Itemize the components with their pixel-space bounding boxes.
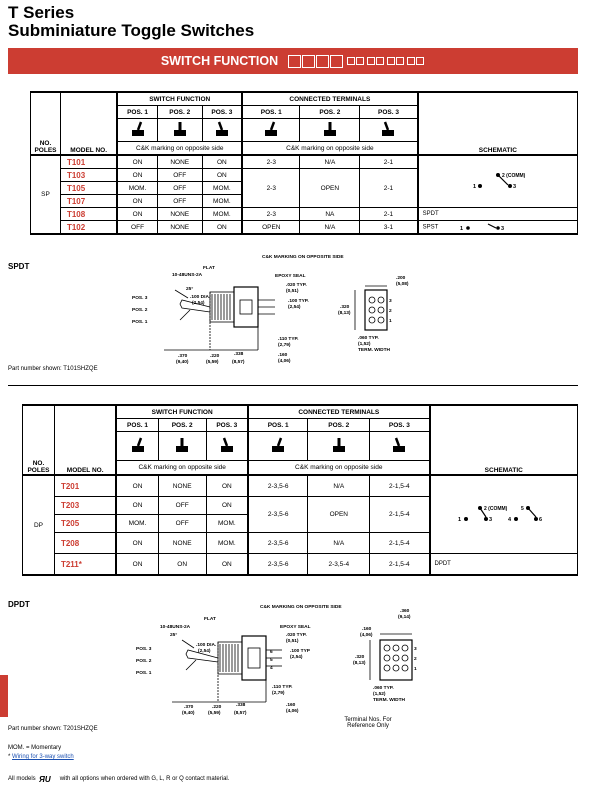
dim-100: .100 TYP.: [288, 299, 309, 304]
dim-thread: 10-48UNS-2A: [172, 273, 203, 278]
cell: ON: [158, 554, 206, 576]
switch-function-header: SWITCH FUNCTION: [117, 92, 242, 106]
cell: OFF: [157, 182, 202, 195]
svg-text:5: 5: [270, 658, 273, 663]
dim-110-mm: (2,79): [278, 343, 291, 348]
all-models-text: All models: [8, 776, 36, 782]
marking-note: C&K marking on opposite side: [116, 461, 248, 476]
model-t101: T101: [60, 155, 117, 169]
pos1-header: POS. 1: [116, 419, 158, 432]
dim-110: .110 TYP.: [272, 685, 293, 690]
dim-pos2: POS. 2: [132, 308, 148, 313]
cell: ON: [116, 554, 158, 576]
connected-terminals-header: CONNECTED TERMINALS: [242, 92, 418, 106]
banner-label: SWITCH FUNCTION: [160, 54, 279, 68]
page-subtitle: Subminiature Toggle Switches: [8, 21, 255, 40]
toggle-center-icon: [157, 119, 202, 142]
dim-220-mm: (5,59): [208, 711, 221, 716]
dim-pos2: POS. 2: [136, 659, 152, 664]
cell: N/A: [300, 155, 360, 169]
model-t107: T107: [60, 195, 117, 208]
svg-text:3: 3: [389, 299, 392, 304]
dim-term: TERM. WIDTH: [373, 698, 405, 703]
cell: ON: [202, 169, 242, 182]
term-toggle-center-icon: [300, 119, 360, 142]
spst-cell: [418, 221, 578, 235]
cell: MOM.: [206, 533, 248, 554]
switch-function-header: SWITCH FUNCTION: [116, 405, 248, 419]
cell: ON: [116, 475, 158, 497]
pos2-header: POS. 2: [157, 106, 202, 119]
cell: MOM.: [206, 515, 248, 533]
dp-schematic: [430, 475, 578, 554]
cell: MOM.: [202, 182, 242, 195]
dim-term: TERM. WIDTH: [358, 348, 390, 353]
dim-dia: .100 DIA.: [190, 295, 211, 300]
dim-dia-mm: (2,54): [198, 649, 211, 654]
dim-pos3: POS. 3: [136, 647, 152, 652]
toggle-right-icon: [202, 119, 242, 142]
dim-110: .110 TYP.: [278, 337, 299, 342]
cell: OPEN: [242, 221, 300, 235]
schem-comm: 2 (COMM): [483, 505, 508, 512]
term-pos2-header: POS. 2: [308, 419, 370, 432]
cell: 2-3,5-6: [248, 497, 308, 533]
model-no-header: MODEL NO.: [60, 92, 117, 155]
term-pos1-header: POS. 1: [242, 106, 300, 119]
schem-3: 3: [488, 516, 492, 523]
dim-200: .200: [396, 276, 406, 281]
cell: 2-1,5-4: [370, 533, 430, 554]
cell: OFF: [157, 169, 202, 182]
term-pos3-header: POS. 3: [370, 419, 430, 432]
poles-sp: SP: [31, 155, 61, 234]
mom-definition: MOM. = Momentary: [8, 745, 62, 751]
cell: 2-3,5-4: [308, 554, 370, 576]
spst-schematic: [460, 222, 520, 232]
term-toggle-left-icon: [248, 432, 308, 461]
cell: NONE: [158, 475, 206, 497]
spdt-part-shown: Part number shown: T101SHZQE: [8, 366, 98, 372]
no-poles-header: NO. POLES: [23, 405, 55, 475]
svg-text:4: 4: [270, 666, 273, 671]
dim-thread: 10-48UNS-2A: [160, 625, 191, 630]
cell: 2-3,5-6: [248, 533, 308, 554]
cell: OFF: [117, 221, 157, 235]
svg-text:3: 3: [414, 647, 417, 652]
dpdt-title: DPDT: [8, 600, 30, 609]
dim-320: .320: [340, 305, 350, 310]
dim-060: .060 TYP.: [373, 686, 394, 691]
sp-schematic: [418, 155, 578, 208]
model-no-header: MODEL NO.: [54, 405, 116, 475]
ul-recognized-icon: [39, 774, 57, 784]
term-pos1-header: POS. 1: [248, 419, 308, 432]
svg-text:1: 1: [459, 226, 463, 232]
term-toggle-right-icon: [370, 432, 430, 461]
term-toggle-left-icon: [242, 119, 300, 142]
cell: 2-1,5-4: [370, 554, 430, 576]
term-toggle-center-icon: [308, 432, 370, 461]
ul-note: [8, 774, 229, 784]
dim-320: .320: [355, 655, 365, 660]
model-t208: T208: [54, 533, 116, 554]
dim-160b: .160: [362, 627, 372, 632]
toggle-right-icon: [206, 432, 248, 461]
dim-110-mm: (2,79): [272, 691, 285, 696]
cell: ON: [206, 497, 248, 515]
dim-flat: FLAT: [204, 617, 216, 622]
marking-note-terminals: C&K marking on opposite side: [242, 142, 418, 156]
dim-060-mm: (1,52): [358, 342, 371, 347]
cell: 2-3,5-6: [248, 554, 308, 576]
dim-160-mm: (4,06): [278, 359, 291, 364]
dim-160: .160: [278, 353, 288, 358]
spst-label: SPST: [422, 224, 439, 231]
cell: 2-3: [242, 208, 300, 221]
wiring-note: [8, 754, 74, 760]
cell: ON: [117, 195, 157, 208]
cell: 3-1: [360, 221, 418, 235]
no-poles-header: NO. POLES: [31, 92, 61, 155]
cell: ON: [117, 208, 157, 221]
dim-370: .370: [178, 354, 188, 359]
dim-pos1: POS. 1: [136, 671, 152, 676]
svg-text:2: 2: [389, 309, 392, 314]
cell: NONE: [157, 221, 202, 235]
cell: 2-1: [360, 208, 418, 221]
dim-338: .338: [236, 703, 246, 708]
model-t205: T205: [54, 515, 116, 533]
spdt-label: SPDT: [418, 208, 578, 221]
dim-160-mm: (4,06): [286, 709, 299, 714]
cell: 2-3: [242, 155, 300, 169]
cell: ON: [116, 497, 158, 515]
series-title: T Series: [8, 3, 75, 22]
part-number-boxes: [288, 55, 425, 68]
spdt-dimension-drawing: [100, 250, 440, 370]
cell: MOM.: [202, 208, 242, 221]
dim-pos1: POS. 1: [132, 320, 148, 325]
cell: OPEN: [300, 169, 360, 208]
model-t108: T108: [60, 208, 117, 221]
svg-text:3: 3: [500, 226, 504, 232]
model-t102: T102: [60, 221, 117, 235]
poles-dp: DP: [23, 475, 55, 575]
cell: ON: [206, 475, 248, 497]
dim-320-mm: (8,13): [353, 661, 366, 666]
schem-comm: 2 (COMM): [501, 172, 526, 179]
dim-100: .100 TYP: [290, 649, 310, 654]
cell: NONE: [157, 155, 202, 169]
dp-spec-table: [22, 404, 578, 576]
svg-text:1: 1: [414, 667, 417, 672]
term-toggle-right-icon: [360, 119, 418, 142]
pos1-header: POS. 1: [117, 106, 157, 119]
dim-dia: .100 DIA.: [196, 643, 217, 648]
cell: ON: [116, 533, 158, 554]
model-t105: T105: [60, 182, 117, 195]
dim-200-mm: (5,08): [396, 282, 409, 287]
dim-338-mm: (8,57): [234, 711, 247, 716]
dim-160: .160: [286, 703, 296, 708]
dim-marking: C&K MARKING ON OPPOSITE SIDE: [260, 605, 342, 610]
cell: MOM.: [117, 182, 157, 195]
dim-370: .370: [184, 705, 194, 710]
marking-note: C&K marking on opposite side: [117, 142, 242, 156]
dim-060: .060 TYP.: [358, 336, 379, 341]
sp-spec-table: [30, 91, 578, 235]
model-t103: T103: [60, 169, 117, 182]
pos2-header: POS. 2: [158, 419, 206, 432]
cell: MOM.: [202, 195, 242, 208]
cell: NONE: [157, 208, 202, 221]
schematic-header: SCHEMATIC: [430, 405, 578, 475]
dim-020: .020 TYP.: [286, 283, 307, 288]
page-edge-tab: [0, 675, 8, 717]
cell: 2-3: [242, 169, 300, 208]
schem-5: 5: [520, 505, 524, 512]
switch-function-banner: [8, 48, 578, 74]
cell: ON: [202, 155, 242, 169]
dpdt-label: DPDT: [430, 554, 578, 576]
model-t201: T201: [54, 475, 116, 497]
dim-220: .220: [212, 705, 222, 710]
cell: OFF: [158, 515, 206, 533]
cell: N/A: [308, 533, 370, 554]
cell: ON: [206, 554, 248, 576]
dim-flat: FLAT: [203, 266, 215, 271]
dim-020: .020 TYP.: [286, 633, 307, 638]
dim-dia-mm: (2,54): [192, 301, 205, 306]
connected-terminals-header: CONNECTED TERMINALS: [248, 405, 429, 419]
dim-marking: C&K MARKING ON OPPOSITE SIDE: [262, 255, 344, 260]
model-t211: T211*: [54, 554, 116, 576]
term-pos2-header: POS. 2: [300, 106, 360, 119]
dim-angle: 25°: [170, 633, 178, 638]
dim-100-mm: (2,54): [288, 305, 301, 310]
cell: 2-1: [360, 169, 418, 208]
cell: ON: [202, 221, 242, 235]
section-divider: [8, 385, 578, 386]
schematic-header: SCHEMATIC: [418, 92, 578, 155]
dim-020-mm: (0,51): [286, 289, 299, 294]
cell: NA: [300, 208, 360, 221]
cell: NONE: [158, 533, 206, 554]
pos3-header: POS. 3: [206, 419, 248, 432]
cell: OFF: [158, 497, 206, 515]
schem-6: 6: [538, 516, 542, 523]
dim-220-mm: (5,59): [206, 360, 219, 365]
dim-360: .360: [400, 609, 410, 614]
svg-text:1: 1: [389, 319, 392, 324]
toggle-center-icon: [158, 432, 206, 461]
dpdt-dimension-drawing: [100, 598, 440, 720]
schem-1: 1: [457, 516, 461, 523]
cell: N/A: [308, 475, 370, 497]
dim-060-mm: (1,52): [373, 692, 386, 697]
cell: N/A: [300, 221, 360, 235]
cell: ON: [117, 155, 157, 169]
pos3-header: POS. 3: [202, 106, 242, 119]
dim-020-mm: (0,51): [286, 639, 299, 644]
dim-338-mm: (8,57): [232, 360, 245, 365]
wiring-link[interactable]: Wiring for 3-way switch: [12, 754, 74, 760]
svg-text:2: 2: [414, 657, 417, 662]
dim-100-mm: (2,54): [290, 655, 303, 660]
dim-320-mm: (8,13): [338, 311, 351, 316]
svg-text:ЯU: ЯU: [38, 775, 51, 784]
dim-338: .338: [234, 352, 244, 357]
term-pos3-header: POS. 3: [360, 106, 418, 119]
cell: ON: [117, 169, 157, 182]
model-t203: T203: [54, 497, 116, 515]
dpdt-part-shown: Part number shown: T201SHZQE: [8, 726, 98, 732]
dim-pos3: POS. 3: [132, 296, 148, 301]
terminal-note: Terminal Nos. For Reference Only: [344, 717, 392, 729]
dim-370-mm: (9,40): [182, 711, 195, 716]
dim-370-mm: (9,40): [176, 360, 189, 365]
schem-3: 3: [512, 183, 516, 190]
ul-note-text: with all options when ordered with G, L, R or Q contact material.: [59, 776, 230, 782]
dim-epoxy: EPOXY SEAL: [280, 625, 311, 630]
svg-text:6: 6: [270, 650, 273, 655]
dim-360-mm: (9,14): [398, 615, 411, 620]
dim-220: .220: [210, 354, 220, 359]
dim-angle: 25°: [186, 287, 194, 292]
toggle-left-icon: [117, 119, 157, 142]
dim-160b-mm: (4,06): [360, 633, 373, 638]
spdt-title: SPDT: [8, 262, 30, 271]
cell: 2-1,5-4: [370, 497, 430, 533]
cell: 2-3,5-6: [248, 475, 308, 497]
toggle-left-icon: [116, 432, 158, 461]
cell: MOM.: [116, 515, 158, 533]
cell: 2-1,5-4: [370, 475, 430, 497]
cell: OFF: [157, 195, 202, 208]
cell: 2-1: [360, 155, 418, 169]
marking-note-terminals: C&K marking on opposite side: [248, 461, 429, 476]
cell: OPEN: [308, 497, 370, 533]
schem-1: 1: [472, 183, 476, 190]
schem-4: 4: [507, 516, 511, 523]
footnote-star: *: [8, 754, 11, 760]
dim-epoxy: EPOXY SEAL: [275, 274, 306, 279]
